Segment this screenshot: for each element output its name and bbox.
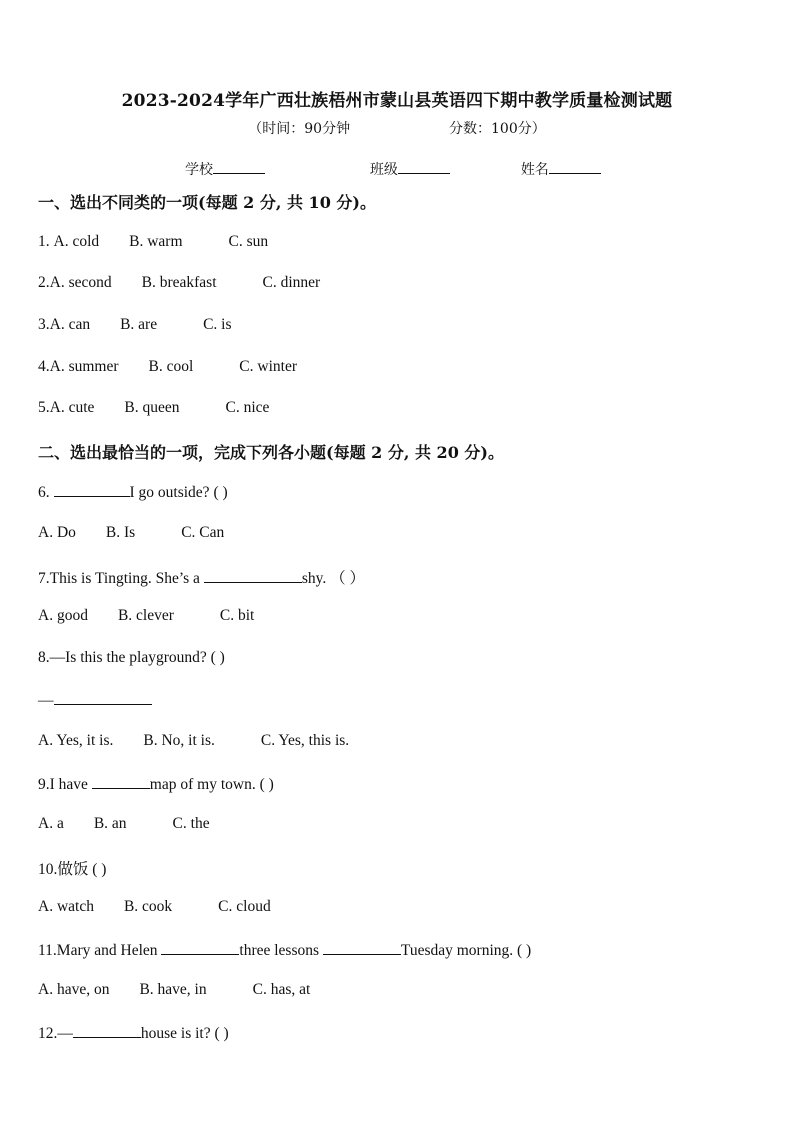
option-c[interactable]: C. the <box>172 815 210 832</box>
question-text: Tuesday morning. ( ) <box>400 942 532 959</box>
option-b[interactable]: B. an <box>93 815 127 832</box>
option-a[interactable]: A. a <box>38 815 64 832</box>
answer-blank[interactable] <box>73 1023 141 1038</box>
option-b[interactable]: B. clever <box>117 607 174 624</box>
option-c[interactable]: C. Yes, this is. <box>260 732 350 749</box>
question-2 <box>38 274 320 292</box>
question-1 <box>38 233 268 251</box>
answer-blank[interactable] <box>54 690 152 705</box>
question-number: 2. <box>38 274 50 291</box>
question-11-options <box>38 981 310 999</box>
question-number: 3. <box>38 316 50 333</box>
class-blank[interactable] <box>398 159 450 174</box>
question-number: 1. <box>38 233 54 250</box>
school-blank[interactable] <box>213 159 265 174</box>
option-a[interactable]: A. Yes, it is. <box>38 732 114 749</box>
question-8-reply <box>38 690 152 710</box>
option-c[interactable]: C. nice <box>225 399 270 416</box>
question-7 <box>38 566 365 588</box>
question-text: I go outside? ( ) <box>129 484 228 501</box>
question-12 <box>38 1023 229 1043</box>
question-text: 6. <box>38 484 54 501</box>
question-8-options <box>38 732 349 750</box>
question-text: house is it? ( ) <box>140 1025 229 1042</box>
option-a[interactable]: A. summer <box>49 358 119 375</box>
option-c[interactable]: C. cloud <box>218 898 271 915</box>
exam-meta <box>0 118 794 138</box>
answer-blank[interactable] <box>161 940 239 955</box>
option-a[interactable]: A. can <box>49 316 91 333</box>
name-label: 姓名 <box>520 162 549 178</box>
question-10-options <box>38 898 271 916</box>
option-b[interactable]: B. No, it is. <box>143 732 215 749</box>
question-text: 11.Mary and Helen <box>38 942 162 959</box>
option-c[interactable]: C. Can <box>181 524 225 541</box>
option-a[interactable]: A. have, on <box>38 981 110 998</box>
option-c[interactable]: C. dinner <box>262 274 321 291</box>
page-title: 2023-2024学年广西壮族梧州市蒙山县英语四下期中教学质量检测试题 <box>121 91 673 111</box>
question-number: 5. <box>38 399 50 416</box>
question-10: 10.做饭 ( ) <box>38 861 107 878</box>
option-b[interactable]: B. cook <box>123 898 173 915</box>
question-6 <box>38 482 228 502</box>
question-text: map of my town. ( ) <box>149 776 274 793</box>
option-a[interactable]: A. watch <box>38 898 94 915</box>
question-text: 12.— <box>38 1025 73 1042</box>
student-info <box>185 159 601 179</box>
option-c[interactable]: C. is <box>203 316 232 333</box>
option-a[interactable]: A. second <box>49 274 112 291</box>
answer-blank[interactable] <box>323 940 401 955</box>
section-1-heading: 一、选出不同类的一项(每题 2 分, 共 10 分)。 <box>38 193 376 212</box>
answer-blank[interactable] <box>92 774 150 789</box>
option-c[interactable]: C. winter <box>239 358 297 375</box>
option-c[interactable]: C. bit <box>219 607 255 624</box>
question-7-options <box>38 607 254 625</box>
question-4 <box>38 358 297 376</box>
class-label: 班级 <box>369 162 398 178</box>
question-text: 7.This is Tingting. She’s a <box>38 570 204 587</box>
question-9 <box>38 774 274 794</box>
question-11 <box>38 940 531 960</box>
section-2-heading: 二、选出最恰当的一项，完成下列各小题(每题 2 分, 共 20 分)。 <box>38 443 504 462</box>
question-5 <box>38 399 269 417</box>
option-b[interactable]: B. warm <box>129 233 183 250</box>
option-a[interactable]: A. good <box>38 607 88 624</box>
question-number: 4. <box>38 358 50 375</box>
dash: — <box>38 692 54 709</box>
option-a[interactable]: A. cold <box>53 233 100 250</box>
option-c[interactable]: C. sun <box>228 233 269 250</box>
option-c[interactable]: C. has, at <box>252 981 311 998</box>
question-8: 8.—Is this the playground? ( ) <box>38 649 225 666</box>
option-a[interactable]: A. Do <box>38 524 76 541</box>
answer-blank[interactable] <box>54 482 130 497</box>
question-3 <box>38 316 232 334</box>
name-blank[interactable] <box>549 159 601 174</box>
answer-blank[interactable] <box>204 568 302 583</box>
option-b[interactable]: B. are <box>120 316 158 333</box>
question-text: three lessons <box>239 942 323 959</box>
time-info: （时间：90分钟 <box>248 121 351 137</box>
option-b[interactable]: B. queen <box>124 399 180 416</box>
score-info: 分数：100分） <box>449 121 546 137</box>
option-b[interactable]: B. Is <box>105 524 136 541</box>
question-9-options <box>38 815 210 833</box>
option-b[interactable]: B. cool <box>148 358 194 375</box>
school-label: 学校 <box>185 162 213 178</box>
question-text: shy. （ ） <box>301 570 365 587</box>
question-text: 9.I have <box>38 776 92 793</box>
option-a[interactable]: A. cute <box>49 399 95 416</box>
option-b[interactable]: B. breakfast <box>141 274 217 291</box>
option-b[interactable]: B. have, in <box>139 981 207 998</box>
question-6-options <box>38 524 224 542</box>
